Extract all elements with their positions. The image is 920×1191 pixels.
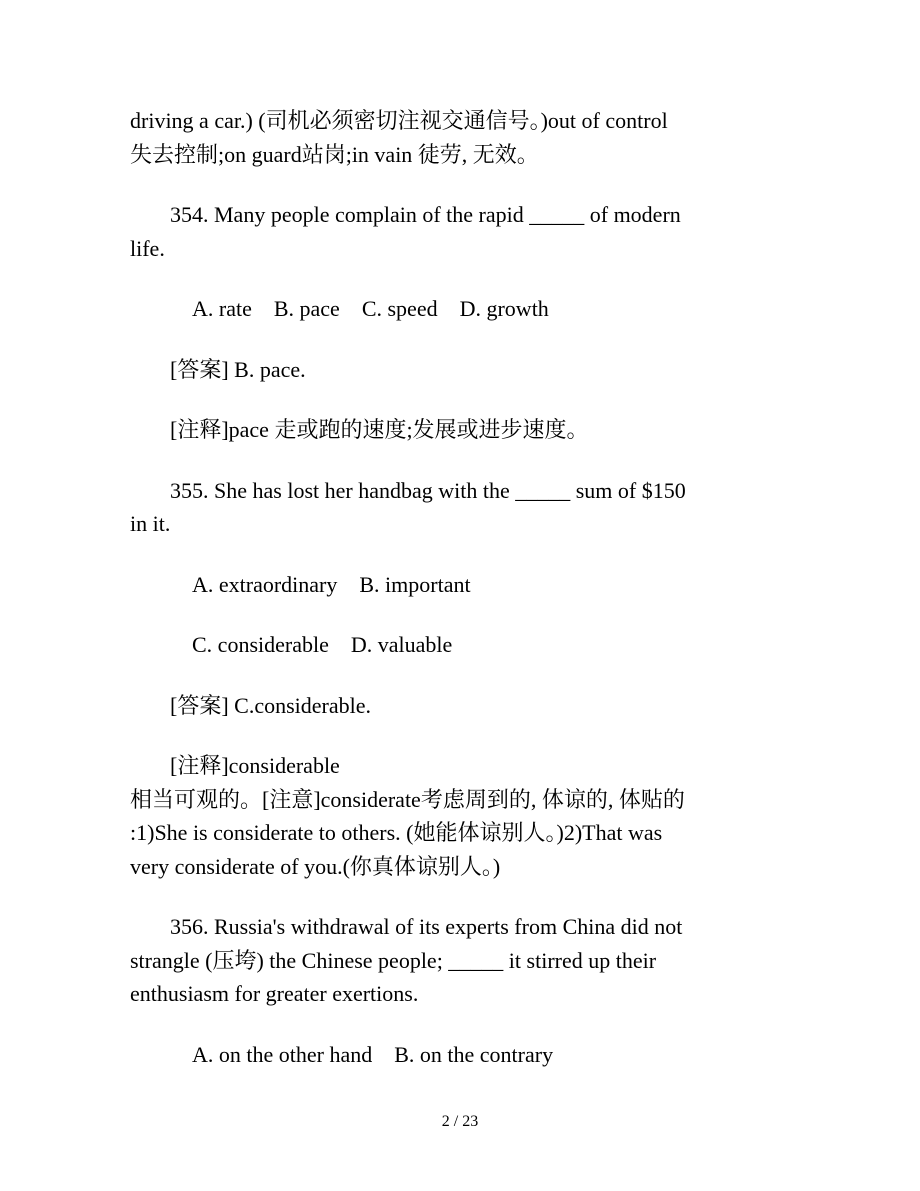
question-355-line-1: 355. She has lost her handbag with the _____ sum of $150 [170, 477, 686, 503]
question-355-options-ab: A. extraordinary B. important [192, 571, 471, 597]
question-355-note-line-2: 相当可观的。[注意]considerate考虑周到的, 体谅的, 体贴的 [130, 786, 685, 812]
question-354-options: A. rate B. pace C. speed D. growth [192, 296, 549, 321]
question-356-line-1: 356. Russia's withdrawal of its experts from China did not [170, 914, 683, 939]
question-354-answer: [答案] B. pace. [170, 356, 306, 382]
page-number: 2 / 23 [441, 1113, 479, 1130]
question-354-note: [注释]pace 走或跑的速度;发展或进步速度。 [170, 417, 589, 442]
question-354-line-1: 354. Many people complain of the rapid _____ of modern [170, 202, 681, 227]
question-354-line-2: life. [130, 235, 165, 261]
carryover-text-line-1: driving a car.) (司机必须密切注视交通信号。)out of control [130, 108, 668, 133]
question-356-line-3: enthusiasm for greater exertions. [130, 981, 419, 1006]
document-body [130, 104, 820, 1071]
carryover-text-line-2: 失去控制;on guard站岗;in vain 徒劳, 无效。 [130, 141, 539, 167]
question-355-note-line-1: [注释]considerable [170, 753, 340, 778]
question-355-line-2: in it. [130, 511, 171, 536]
question-356-line-2: strangle (压垮) the Chinese people; _____ it stirred up their [130, 947, 657, 973]
question-355-note-line-3: :1)She is considerate to others. (她能体谅别人。)2)That was [130, 820, 663, 845]
question-355-answer: [答案] C.considerable. [170, 692, 371, 718]
question-356-options: A. on the other hand B. on the contrary [192, 1041, 554, 1067]
question-355-note-line-4: very considerate of you.(你真体谅别人。) [130, 853, 501, 879]
question-355-options-cd: C. considerable D. valuable [192, 632, 453, 657]
